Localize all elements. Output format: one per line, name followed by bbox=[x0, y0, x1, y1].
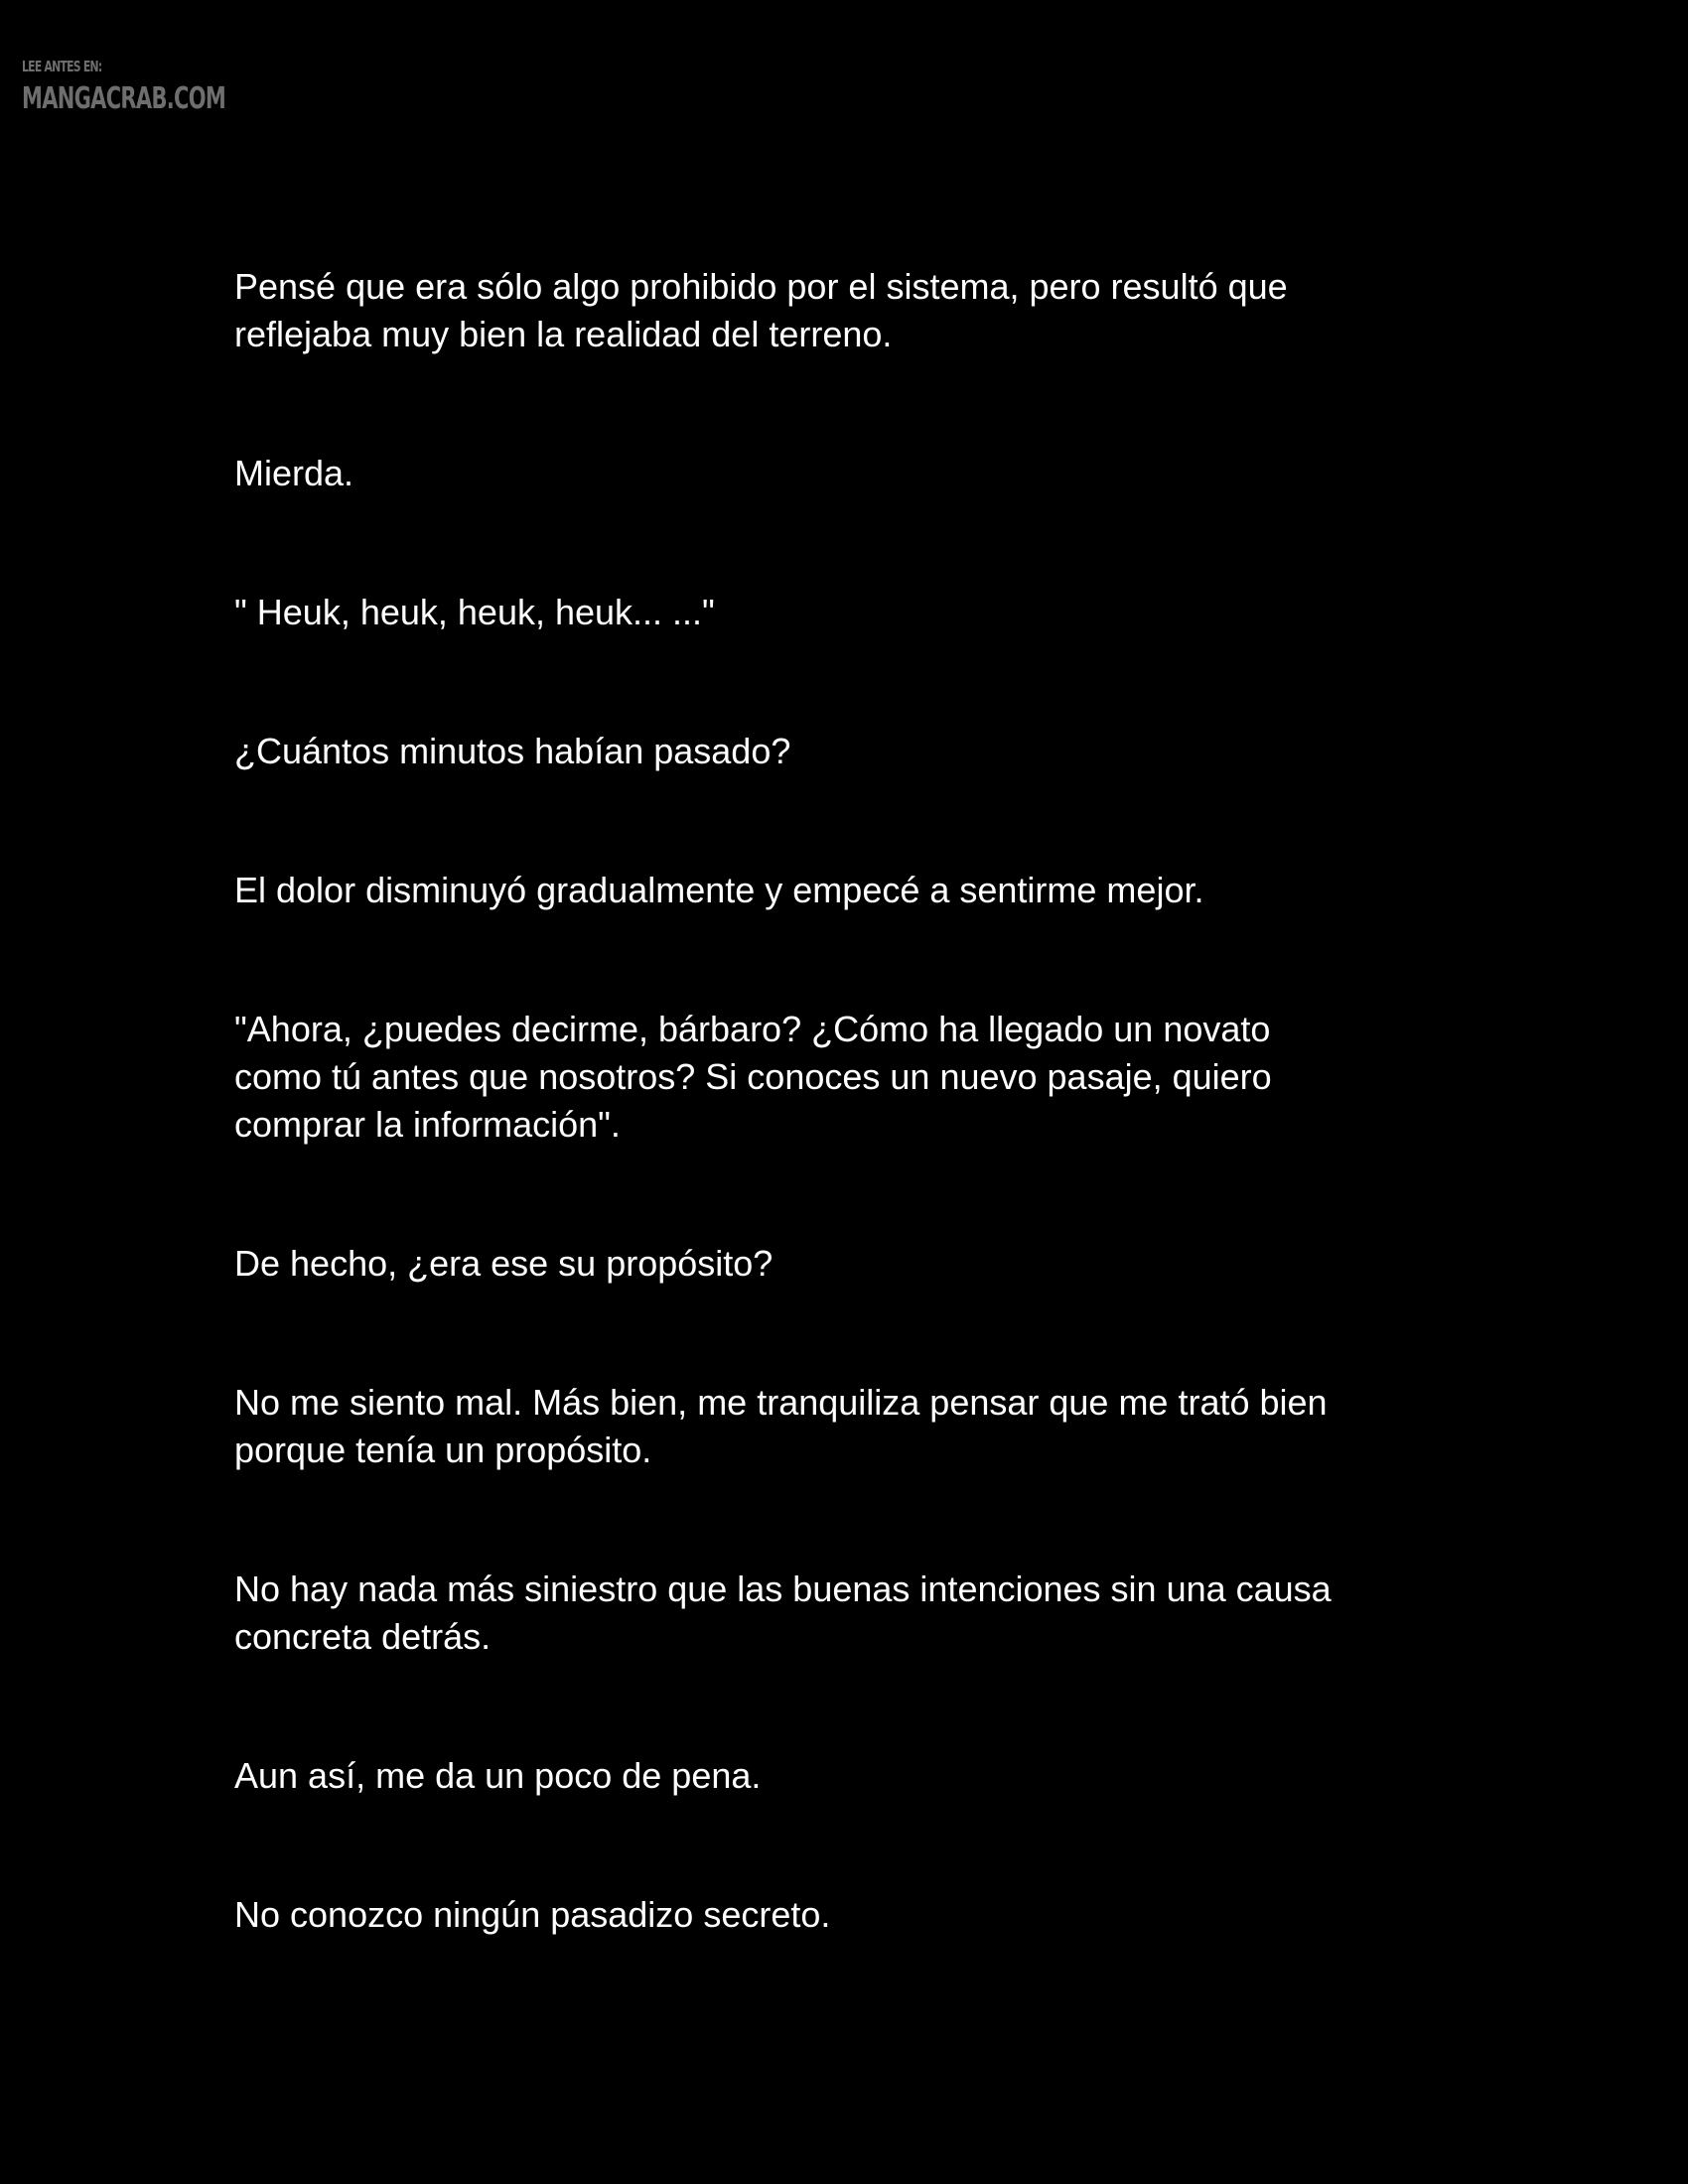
paragraph: ¿Cuántos minutos habían pasado? bbox=[234, 731, 791, 771]
paragraph: No me siento mal. Más bien, me tranquiliza pensar que me trató bien porque tenía un propósito. bbox=[234, 1382, 1328, 1470]
watermark-caption: LEE ANTES EN: bbox=[22, 58, 102, 75]
paragraph: Aun así, me da un poco de pena. bbox=[234, 1755, 762, 1796]
paragraph: El dolor disminuyó gradualmente y empecé a sentirme mejor. bbox=[234, 870, 1204, 910]
paragraph: Mierda. bbox=[234, 453, 354, 493]
watermark bbox=[22, 58, 313, 116]
paragraph: " Heuk, heuk, heuk, heuk... ..." bbox=[234, 592, 715, 632]
watermark-site: MANGACRAB.COM bbox=[22, 81, 226, 116]
paragraph: "Ahora, ¿puedes decirme, bárbaro? ¿Cómo ha llegado un novato como tú antes que nosotros? Si conoces un nuevo pasaje, quiero comprar la información". bbox=[234, 1009, 1272, 1145]
paragraph: Pensé que era sólo algo prohibido por el sistema, pero resultó que reflejaba muy bien la realidad del terreno. bbox=[234, 266, 1288, 354]
paragraph: De hecho, ¿era ese su propósito? bbox=[234, 1243, 774, 1284]
paragraph: No conozco ningún pasadizo secreto. bbox=[234, 1894, 831, 1935]
text-body bbox=[234, 263, 1466, 1939]
paragraph: No hay nada más siniestro que las buenas intenciones sin una causa concreta detrás. bbox=[234, 1569, 1332, 1657]
